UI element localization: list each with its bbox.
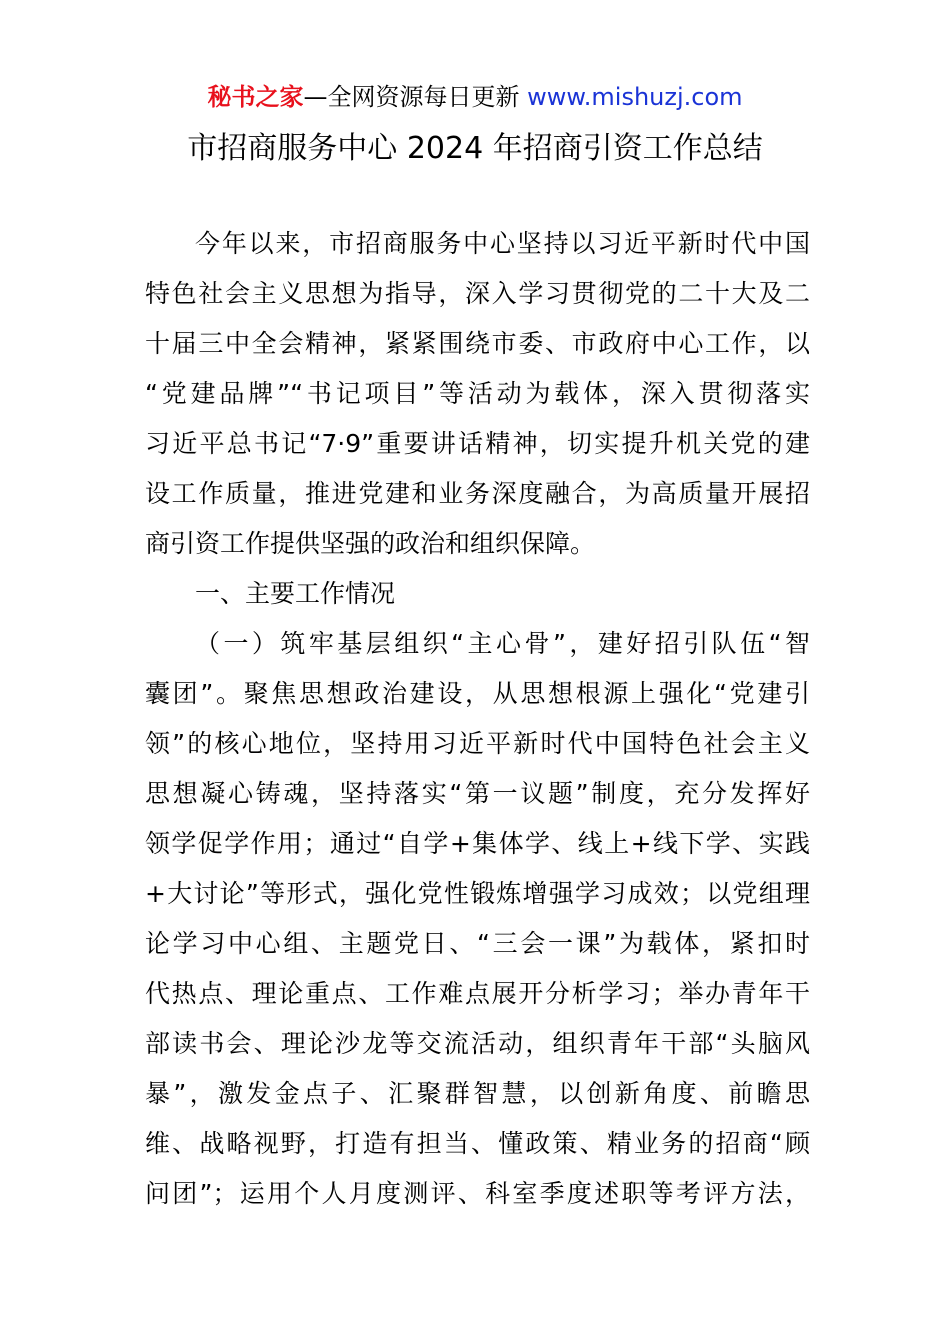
site-brand: 秘书之家	[207, 83, 304, 111]
paragraph-2-line: （一）筑牢基层组织“主心骨”，建好招引队伍“智	[195, 629, 810, 658]
site-url-link[interactable]: www.mishuzj.com	[527, 83, 743, 111]
paragraph-2-line: 领学促学作用；通过“自学+集体学、线上+线下学、实践	[145, 829, 810, 858]
paragraph-2-line: 问团”；运用个人月度测评、科室季度述职等考评方法，	[145, 1179, 810, 1208]
paragraph-2-line: 代热点、理论重点、工作难点展开分析学习；举办青年干	[145, 979, 810, 1008]
paragraph-1-line: 习近平总书记“7·9”重要讲话精神，切实提升机关党的建	[145, 429, 810, 458]
paragraph-2-line: 论学习中心组、主题党日、“三会一课”为载体，紧扣时	[145, 929, 810, 958]
paragraph-2-line: 领”的核心地位，坚持用习近平新时代中国特色社会主义	[145, 729, 810, 758]
paragraph-2-line: 思想凝心铸魂，坚持落实“第一议题”制度，充分发挥好	[145, 779, 810, 808]
site-tagline: —全网资源每日更新	[303, 83, 520, 111]
paragraph-2-line: 暴”，激发金点子、汇聚群智慧，以创新角度、前瞻思	[145, 1079, 810, 1108]
paragraph-1-line: 特色社会主义思想为指导，深入学习贯彻党的二十大及二	[145, 279, 810, 308]
paragraph-1-line: 设工作质量，推进党建和业务深度融合，为高质量开展招	[145, 479, 810, 508]
paragraph-1-line: “党建品牌”“书记项目”等活动为载体，深入贯彻落实	[145, 379, 810, 408]
paragraph-2-line: +大讨论”等形式，强化党性锻炼增强学习成效；以党组理	[145, 879, 810, 908]
paragraph-1-line: 商引资工作提供坚强的政治和组织保障。	[145, 529, 596, 558]
section-heading: 一、主要工作情况	[195, 579, 396, 608]
site-banner	[0, 80, 950, 114]
paragraph-1-line: 今年以来，市招商服务中心坚持以习近平新时代中国	[195, 229, 810, 258]
paragraph-2-line: 囊团”。聚焦思想政治建设，从思想根源上强化“党建引	[145, 679, 810, 708]
document-title: 市招商服务中心 2024 年招商引资工作总结	[187, 131, 763, 166]
paragraph-2-line: 部读书会、理论沙龙等交流活动，组织青年干部“头脑风	[145, 1029, 810, 1058]
paragraph-1-line: 十届三中全会精神，紧紧围绕市委、市政府中心工作，以	[145, 329, 810, 358]
paragraph-2-line: 维、战略视野，打造有担当、懂政策、精业务的招商“顾	[145, 1129, 810, 1158]
